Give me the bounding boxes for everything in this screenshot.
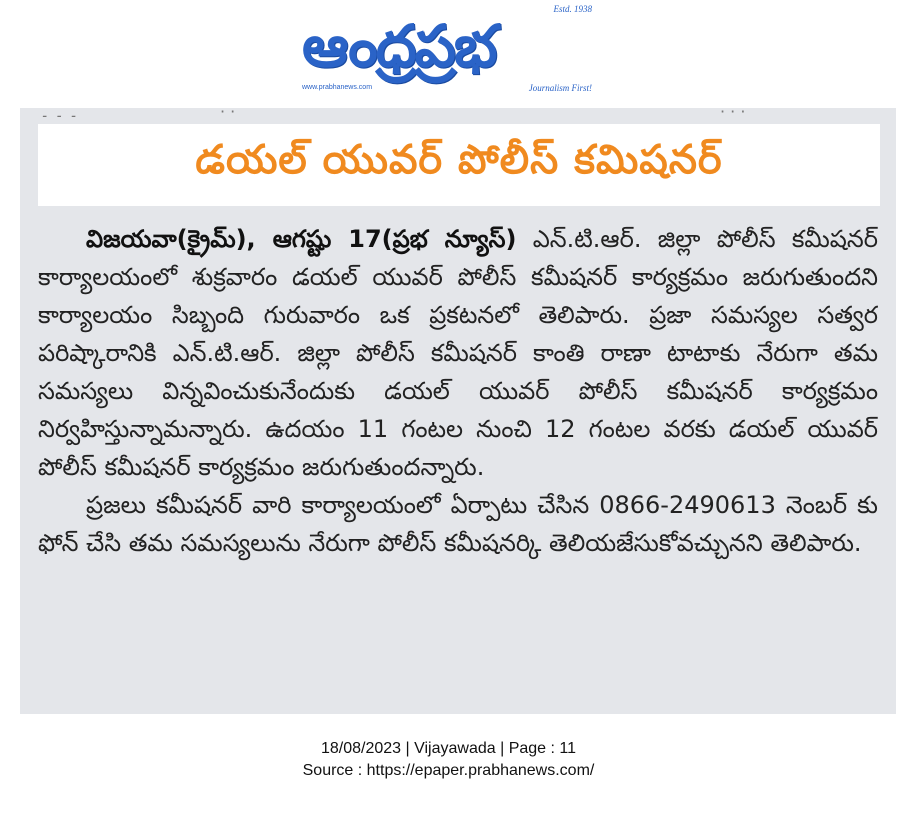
article-paragraph-1-text: ఎన్.టి.ఆర్. జిల్లా పోలీస్ కమీషనర్ కార్యాలయంలో శుక్రవారం డయల్ యువర్ పోలీస్ కమీషనర్ కార్యక్రమం జరుగుతుందని కార్యాలయం సిబ్బంది గురువారం ఒక ప్రకటనలో తెలిపారు. ప్రజా సమస్యల సత్వర పరిష్కారానికి ఎన్.టి.ఆర్. జిల్లా పోలీస్ కమీషనర్ కాంతి రాణా టాటాకు నేరుగా తమ సమస్యలు విన్నవించుకునేందుకు డయల్ యువర్ పోలీస్ కమీషనర్ కార్యక్రమం నిర్వహిస్తున్నామన్నారు. ఉదయం 11 గంటల నుంచి 12 గంటల వరకు డయల్ యువర్ పోలీస్ కమీషనర్ కార్యక్రమం జరుగుతుందన్నారు. [38, 225, 878, 481]
logo-text: ఆంధ్రప్రభ [302, 12, 496, 80]
news-clipping [20, 108, 896, 714]
article-headline: డయల్ యువర్ పోలీస్ కమిషనర్ [195, 137, 723, 183]
article-paragraph-2: ప్రజలు కమీషనర్ వారి కార్యాలయంలో ఏర్పాటు చేసిన 0866-2490613 నెంబర్ కు ఫోన్ చేసి తమ సమస్యలును నేరుగా పోలీస్ కమీషనర్కి తెలియజేసుకోవచ్చునని తెలిపారు. [38, 491, 878, 557]
footer-source-link[interactable]: Source : https://epaper.prabhanews.com/ [302, 762, 595, 779]
article-paragraph-1 [38, 220, 878, 486]
newspaper-logo [296, 4, 596, 98]
article-body [38, 220, 878, 562]
article-dateline: విజయవా(క్రైమ్), ఆగష్టు 17(ప్రభ న్యూస్) [86, 225, 517, 253]
logo-website: www.prabhanews.com [302, 84, 373, 91]
masthead [0, 0, 897, 105]
clipping-cut-edge: ۔ ۔ ۔ · · · · · [40, 108, 746, 118]
footer-date-place-page: 18/08/2023 | Vijayawada | Page : 11 [320, 740, 577, 757]
headline-box [38, 124, 880, 206]
logo-tagline: Journalism First! [528, 83, 592, 93]
clipping-footer [0, 738, 897, 782]
established-year: Estd. 1938 [553, 4, 592, 14]
